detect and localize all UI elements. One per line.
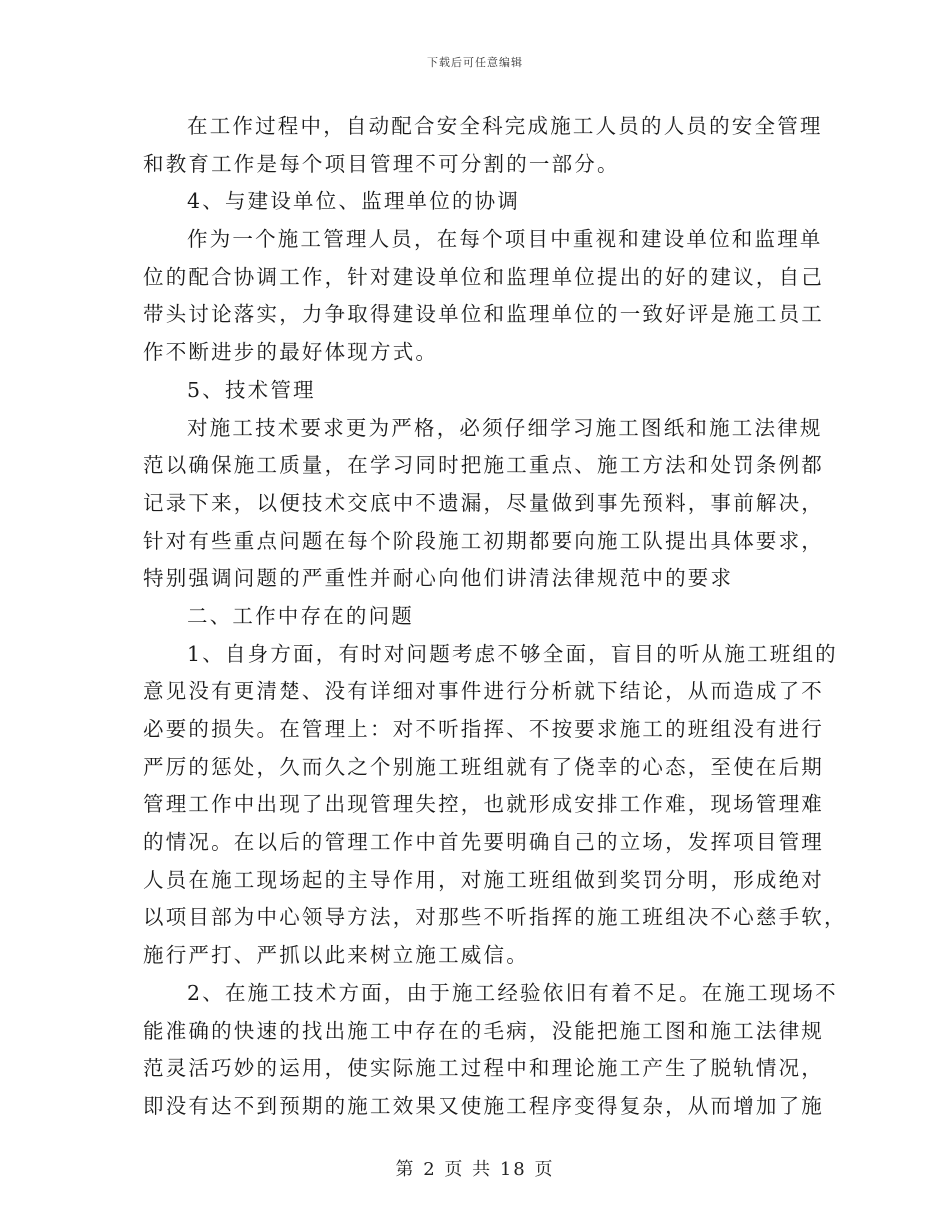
text-line: 记录下来，以便技术交底中不遗漏，尽量做到事先预料，事前解决， <box>143 490 824 515</box>
text-line: 意见没有更清楚、没有详细对事件进行分析就下结论，从而造成了不 <box>143 679 824 704</box>
text-line: 作为一个施工管理人员，在每个项目中重视和建设单位和监理单 <box>187 227 823 252</box>
page-header: 下载后可任意编辑 <box>427 56 523 69</box>
section-heading: 4、与建设单位、监理单位的协调 <box>187 189 521 214</box>
text-line: 能准确的快速的找出施工中存在的毛病，没能把施工图和施工法律规 <box>143 1018 824 1043</box>
text-line: 施行严打、严抓以此来树立施工威信。 <box>143 943 529 968</box>
section-heading: 5、技术管理 <box>187 377 316 402</box>
text-line: 针对有些重点问题在每个阶段施工初期都要向施工队提出具体要求， <box>143 528 824 553</box>
text-line: 1、自身方面，有时对问题考虑不够全面，盲目的听从施工班组的 <box>187 641 838 666</box>
text-line: 位的配合协调工作，针对建设单位和监理单位提出的好的建议，自己 <box>143 264 824 289</box>
text-line: 以项目部为中心领导方法，对那些不听指挥的施工班组决不心慈手软， <box>143 905 847 930</box>
text-line: 管理工作中出现了出现管理失控，也就形成安排工作难，现场管理难 <box>143 792 824 817</box>
section-heading: 二、工作中存在的问题 <box>187 603 414 628</box>
text-line: 2、在施工技术方面，由于施工经验依旧有着不足。在施工现场不 <box>187 980 838 1005</box>
text-line: 人员在施工现场起的主导作用，对施工班组做到奖罚分明，形成绝对 <box>143 867 824 892</box>
text-line: 带头讨论落实，力争取得建设单位和监理单位的一致好评是施工员工 <box>143 302 824 327</box>
text-line: 在工作过程中，自动配合安全科完成施工人员的人员的安全管理 <box>187 114 823 138</box>
text-line: 特别强调问题的严重性并耐心向他们讲清法律规范中的要求 <box>143 566 734 591</box>
page-number-footer: 第 2 页 共 18 页 <box>395 1159 555 1180</box>
text-line: 对施工技术要求更为严格，必须仔细学习施工图纸和施工法律规 <box>187 415 823 440</box>
text-line: 和教育工作是每个项目管理不可分割的一部分。 <box>143 151 620 176</box>
text-line: 必要的损失。在管理上：对不听指挥、不按要求施工的班组没有进行 <box>143 717 824 741</box>
text-line: 严厉的惩处，久而久之个别施工班组就有了侥幸的心态，至使在后期 <box>143 754 824 779</box>
text-line: 范灵活巧妙的运用，使实际施工过程中和理论施工产生了脱轨情况， <box>143 1056 824 1081</box>
text-line: 范以确保施工质量，在学习同时把施工重点、施工方法和处罚条例都 <box>143 453 824 478</box>
text-line: 的情况。在以后的管理工作中首先要明确自己的立场，发挥项目管理 <box>143 830 824 855</box>
text-line: 即没有达不到预期的施工效果又使施工程序变得复杂，从而增加了施 <box>143 1093 824 1118</box>
text-line: 作不断进步的最好体现方式。 <box>143 340 439 365</box>
document-body <box>143 108 847 1126</box>
